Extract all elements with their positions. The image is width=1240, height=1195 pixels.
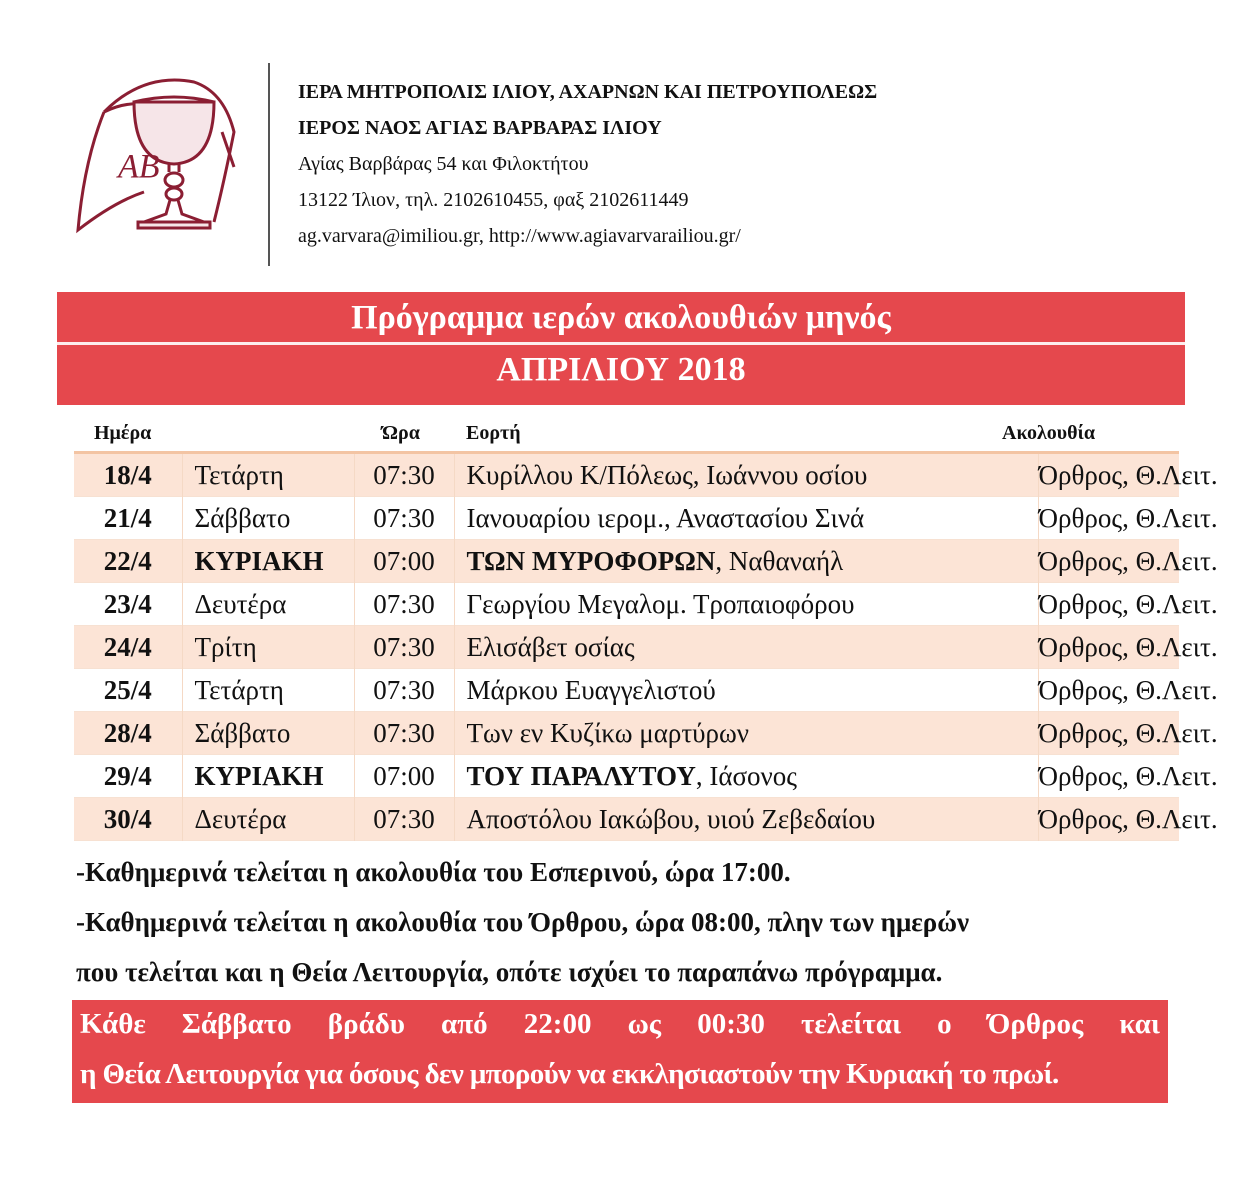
vigil-word: 22:00 <box>523 1008 592 1040</box>
row-date: 28/4 <box>74 712 182 755</box>
row-date: 24/4 <box>74 626 182 669</box>
letterhead <box>298 74 877 254</box>
row-service: Όρθρος, Θ.Λειτ. <box>1038 669 1179 712</box>
row-date: 30/4 <box>74 798 182 841</box>
row-date: 18/4 <box>74 454 182 497</box>
row-feast <box>454 755 1038 798</box>
title-banner <box>57 292 1185 405</box>
church-logo <box>74 72 246 236</box>
vigil-line-1 <box>80 1008 1160 1041</box>
header-feast: Εορτή <box>466 422 521 444</box>
vigil-word: και <box>1119 1008 1160 1040</box>
row-service: Όρθρος, Θ.Λειτ. <box>1038 540 1179 583</box>
row-day: Τετάρτη <box>182 669 354 712</box>
table-row <box>74 540 1179 583</box>
metropolis-name: ΙΕΡΑ ΜΗΤΡΟΠΟΛΙΣ ΙΛΙΟΥ, ΑΧΑΡΝΩΝ ΚΑΙ ΠΕΤΡΟΥΠΟΛΕΩΣ <box>298 81 878 103</box>
table-header <box>74 418 1179 450</box>
row-time: 07:30 <box>354 712 454 755</box>
vigil-word: από <box>441 1008 488 1040</box>
vigil-word: Σάββατο <box>181 1008 292 1040</box>
vigil-word: ο <box>937 1008 952 1040</box>
vigil-word: τελείται <box>801 1008 901 1040</box>
header-time: Ώρα <box>382 422 420 444</box>
row-date: 25/4 <box>74 669 182 712</box>
row-feast-text: Ελισάβετ οσίας <box>466 631 635 662</box>
vigil-line-2: η Θεία Λειτουργία για όσους δεν μπορούν να εκκλησιαστούν την Κυριακή το πρωί. <box>80 1058 1059 1090</box>
row-feast-bold: ΤΩΝ ΜΥΡΟΦΟΡΩΝ <box>466 545 716 576</box>
church-name: ΙΕΡΟΣ ΝΑΟΣ ΑΓΙΑΣ ΒΑΡΒΑΡΑΣ ΙΛΙΟΥ <box>298 117 662 139</box>
vigil-word: ως <box>627 1008 662 1040</box>
row-time: 07:00 <box>354 540 454 583</box>
schedule-table <box>74 454 1218 841</box>
row-feast-text: , Ιάσονος <box>695 760 797 791</box>
row-service: Όρθρος, Θ.Λειτ. <box>1038 798 1179 841</box>
row-time: 07:00 <box>354 755 454 798</box>
row-service: Όρθρος, Θ.Λειτ. <box>1038 712 1179 755</box>
row-time: 07:30 <box>354 583 454 626</box>
note-matins-cont: που τελείται και η Θεία Λειτουργία, οπότε ισχύει το παραπάνω πρόγραμμα. <box>76 957 943 987</box>
row-day: Τρίτη <box>182 626 354 669</box>
row-date: 22/4 <box>74 540 182 583</box>
row-time: 07:30 <box>354 626 454 669</box>
row-day: ΚΥΡΙΑΚΗ <box>182 540 354 583</box>
row-date: 21/4 <box>74 497 182 540</box>
church-phone: 13122 Ίλιον, τηλ. 2102610455, φαξ 2102611449 <box>298 189 689 211</box>
row-service: Όρθρος, Θ.Λειτ. <box>1038 755 1179 798</box>
church-contact: ag.varvara@imiliou.gr, http://www.agiavarvarailiou.gr/ <box>298 225 741 247</box>
row-service: Όρθρος, Θ.Λειτ. <box>1038 583 1179 626</box>
vigil-word: Κάθε <box>80 1008 146 1040</box>
row-feast <box>454 454 1038 497</box>
vigil-word: βράδυ <box>327 1008 405 1040</box>
table-row <box>74 798 1179 841</box>
table-row <box>74 583 1179 626</box>
chalice-icon <box>74 72 246 236</box>
table-row <box>74 626 1179 669</box>
row-feast <box>454 497 1038 540</box>
note-vespers: -Καθημερινά τελείται η ακολουθία του Εσπερινού, ώρα 17:00. <box>76 857 791 887</box>
church-address: Αγίας Βαρβάρας 54 και Φιλοκτήτου <box>298 153 589 175</box>
table-row <box>74 712 1179 755</box>
row-feast-bold: ΤΟΥ ΠΑΡΑΛΥΤΟΥ <box>466 760 696 791</box>
row-feast <box>454 540 1038 583</box>
table-row <box>74 497 1179 540</box>
logo-letters: ΑΒ <box>118 148 160 185</box>
schedule-month: ΑΠΡΙΛΙΟΥ 2018 <box>496 351 746 388</box>
row-time: 07:30 <box>354 669 454 712</box>
row-feast <box>454 626 1038 669</box>
row-date: 29/4 <box>74 755 182 798</box>
row-feast-text: Ιανουαρίου ιερομ., Αναστασίου Σινά <box>466 502 865 533</box>
row-feast-text: Μάρκου Ευαγγελιστού <box>466 674 716 705</box>
row-service: Όρθρος, Θ.Λειτ. <box>1038 497 1179 540</box>
table-row <box>74 669 1179 712</box>
row-day: Δευτέρα <box>182 583 354 626</box>
row-feast <box>454 712 1038 755</box>
vigil-word: Όρθρος <box>987 1008 1084 1040</box>
row-feast <box>454 798 1038 841</box>
row-feast-text: Των εν Κυζίκω μαρτύρων <box>466 717 749 748</box>
row-time: 07:30 <box>354 497 454 540</box>
table-row <box>74 454 1179 497</box>
row-feast-text: Αποστόλου Ιακώβου, υιού Ζεβεδαίου <box>466 803 876 834</box>
saturday-vigil-box <box>72 1000 1168 1103</box>
header-service: Ακολουθία <box>1002 422 1095 444</box>
row-day: Δευτέρα <box>182 798 354 841</box>
header-divider <box>268 63 270 266</box>
row-day: Σάββατο <box>182 712 354 755</box>
row-feast-text: Γεωργίου Μεγαλομ. Τροπαιοφόρου <box>466 588 855 619</box>
row-feast-text: , Ναθαναήλ <box>715 545 844 576</box>
table-row <box>74 755 1179 798</box>
row-service: Όρθρος, Θ.Λειτ. <box>1038 626 1179 669</box>
row-feast <box>454 669 1038 712</box>
row-day: ΚΥΡΙΑΚΗ <box>182 755 354 798</box>
note-matins: -Καθημερινά τελείται η ακολουθία του Όρθρου, ώρα 08:00, πλην των ημερών <box>76 907 970 937</box>
row-day: Τετάρτη <box>182 454 354 497</box>
notes <box>76 850 1176 1000</box>
row-day: Σάββατο <box>182 497 354 540</box>
schedule-title: Πρόγραμμα ιερών ακολουθιών μηνός <box>351 299 891 336</box>
row-feast <box>454 583 1038 626</box>
row-service: Όρθρος, Θ.Λειτ. <box>1038 454 1179 497</box>
row-date: 23/4 <box>74 583 182 626</box>
row-feast-text: Κυρίλλου Κ/Πόλεως, Ιωάννου οσίου <box>466 459 868 490</box>
vigil-word: 00:30 <box>697 1008 765 1040</box>
header-day: Ημέρα <box>94 422 152 444</box>
row-time: 07:30 <box>354 454 454 497</box>
row-time: 07:30 <box>354 798 454 841</box>
